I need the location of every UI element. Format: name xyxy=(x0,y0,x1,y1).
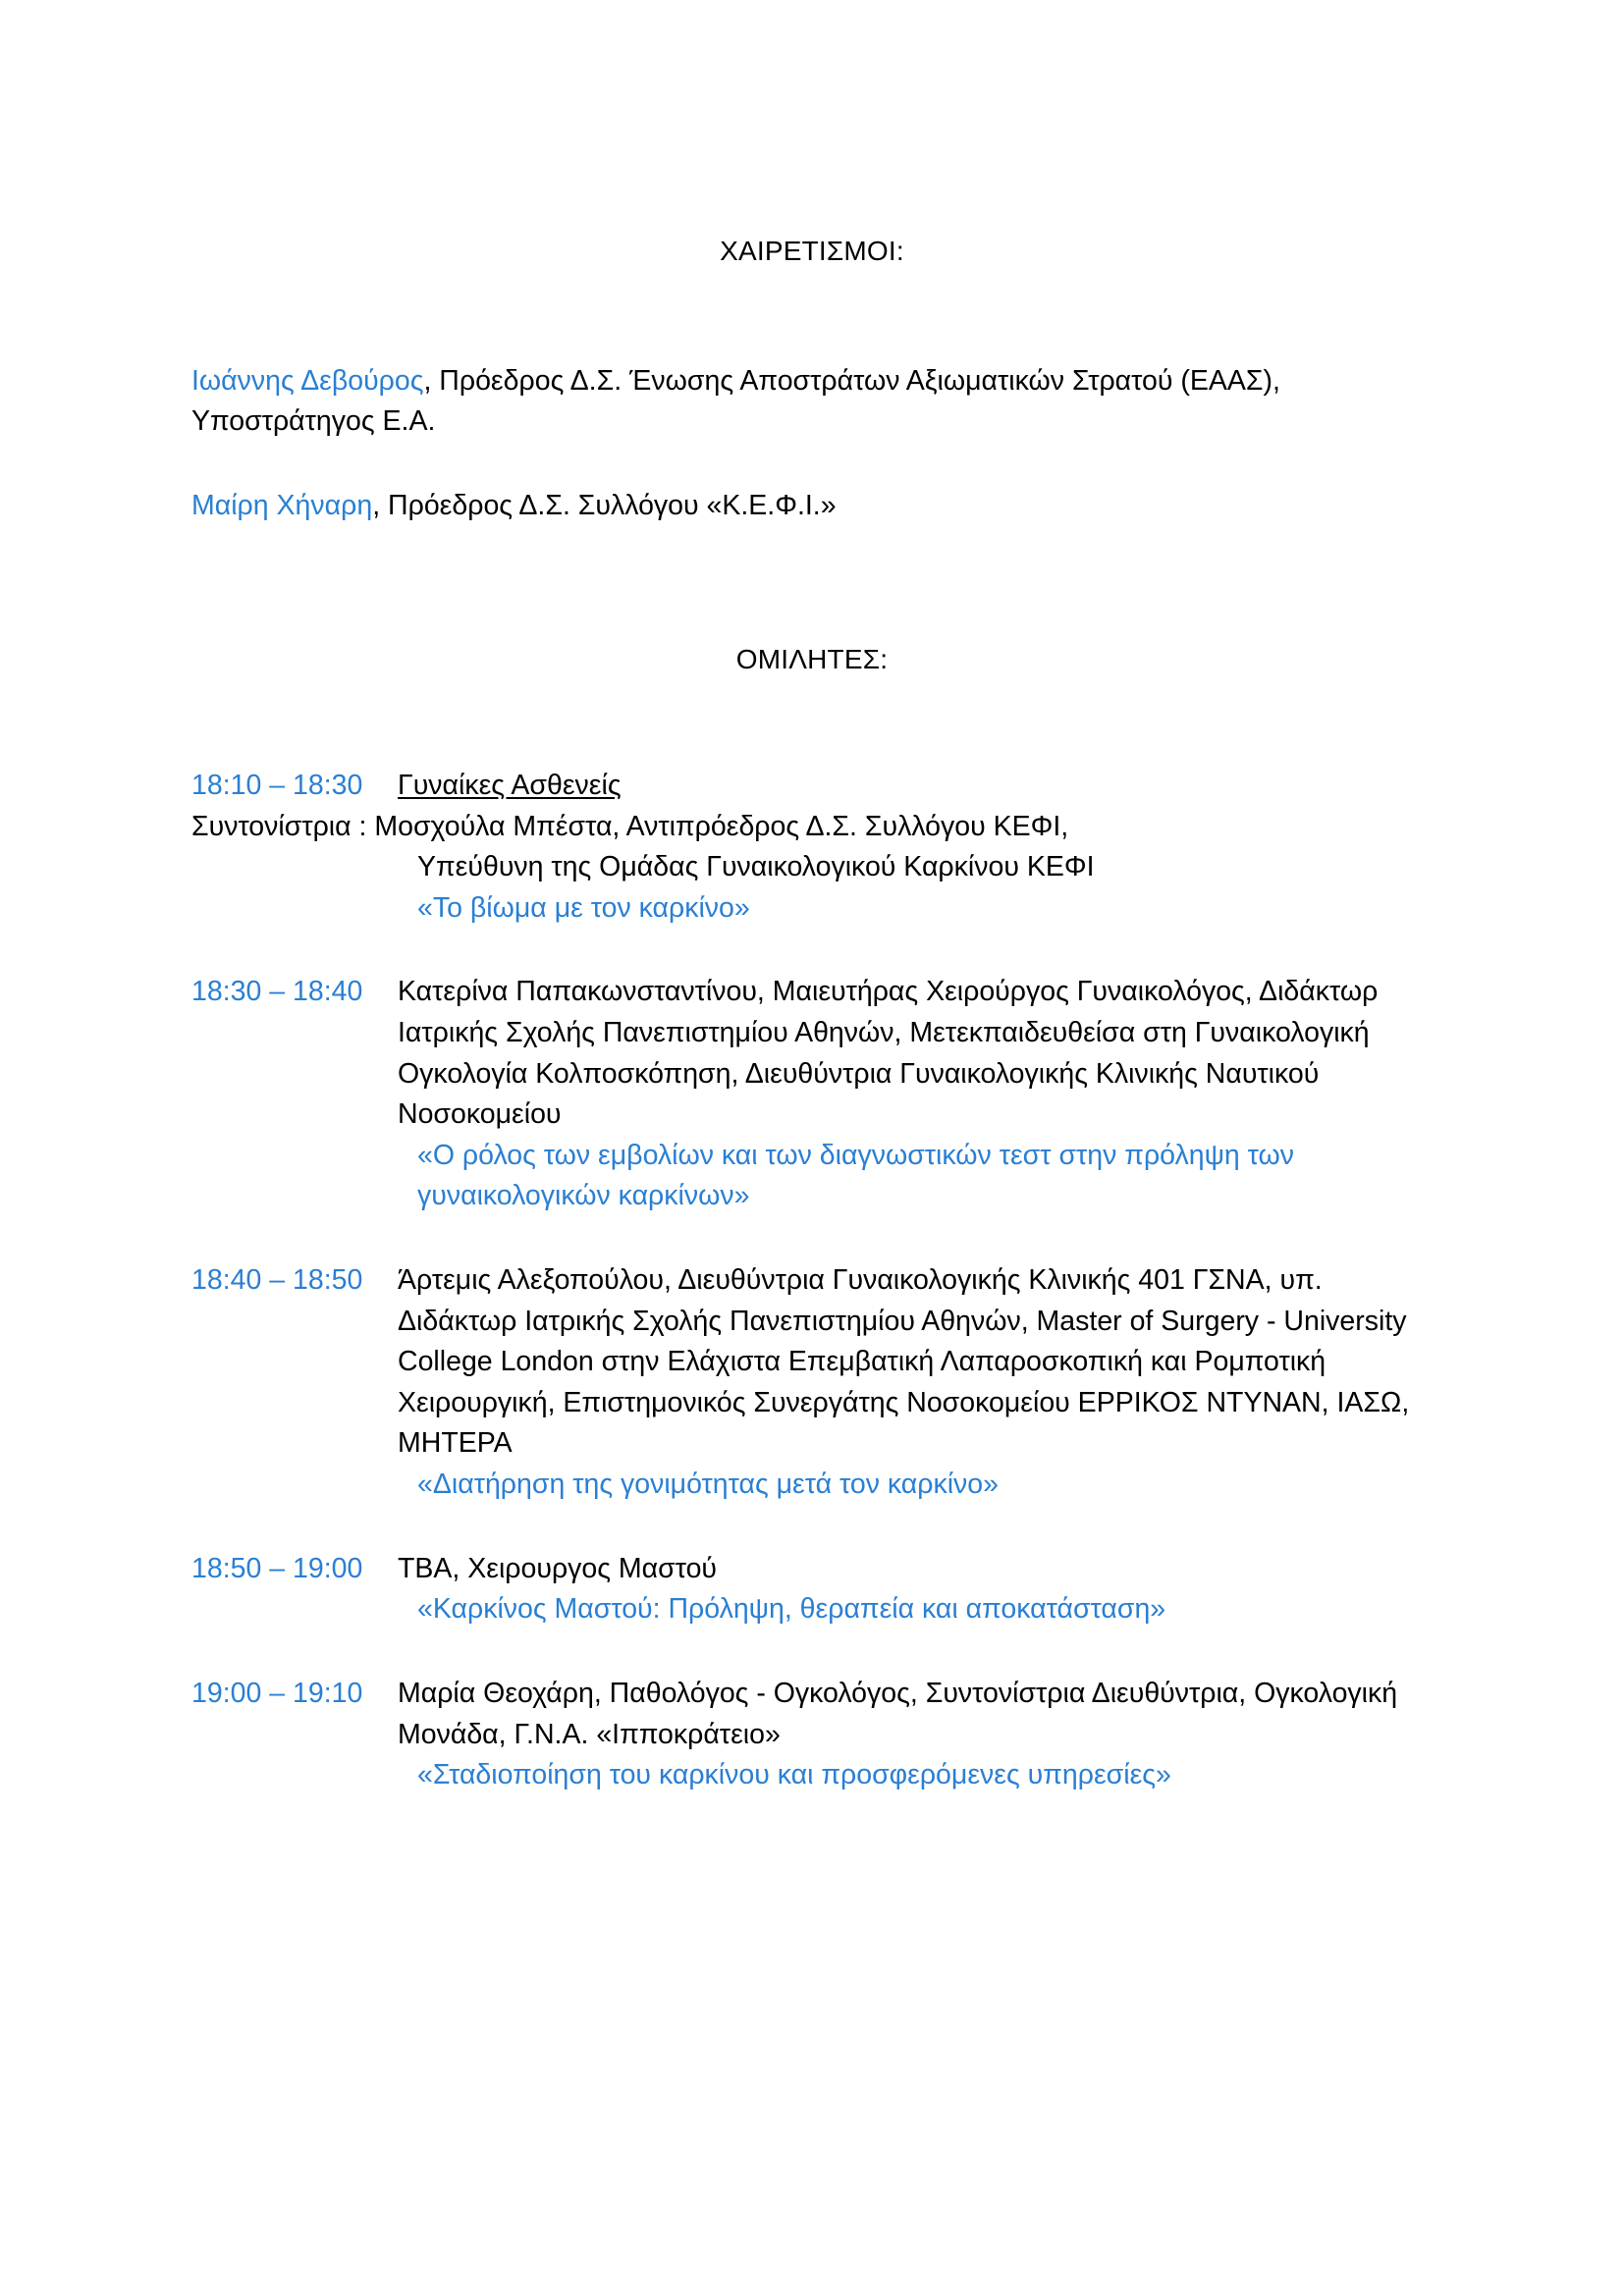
session-speaker-bio: Άρτεμις Αλεξοπούλου, Διευθύντρια Γυναικολογικής Κλινικής 401 ΓΣΝΑ, υπ. Διδάκτωρ Ιατρικής Σχολής Πανεπιστημίου Αθηνών, Master of Surgery - University College London στην Ελάχιστα Επεμβατική Λαπαροσκοπική και Ρομποτική Χειρουργική, Επιστημονικός Συνεργάτης Νοσοκομείου ΕΡΡΙΚΟΣ ΝΤΥΝΑΝ, ΙΑΣΩ, ΜΗΤΕΡΑ xyxy=(398,1264,1410,1460)
session-item xyxy=(191,972,1433,1217)
session-item xyxy=(191,766,1433,929)
session-time: 18:40 – 18:50 xyxy=(191,1264,363,1297)
session-time: 18:30 – 18:40 xyxy=(191,976,363,1008)
session-time: 18:10 – 18:30 xyxy=(191,769,363,801)
greeting-name: Μαίρη Χήναρη xyxy=(191,489,373,521)
session-item xyxy=(191,1549,1433,1630)
greeting-item xyxy=(191,361,1433,443)
session-talk-title: «Καρκίνος Μαστού: Πρόληψη, θεραπεία και αποκατάσταση» xyxy=(417,1593,1166,1626)
session-speaker-bio: TBA, Χειρουργος Μαστού xyxy=(398,1552,718,1584)
greetings-block xyxy=(191,361,1433,526)
session-moderator-line-2: Υπεύθυνη της Ομάδας Γυναικολογικού Καρκίνου ΚΕΦΙ xyxy=(417,851,1095,883)
session-talk-title: «Το βίωμα με τον καρκίνο» xyxy=(417,891,750,924)
session-item xyxy=(191,1260,1433,1506)
sessions-list xyxy=(191,766,1433,1796)
session-time: 19:00 – 19:10 xyxy=(191,1677,363,1709)
speakers-heading: ΟΜΙΛΗΤΕΣ: xyxy=(735,643,889,674)
greeting-item xyxy=(191,486,1433,526)
greeting-role: , Πρόεδρος Δ.Σ. Ένωσης Αποστράτων Αξιωματικών Στρατού (ΕΑΑΣ), Υποστράτηγος Ε.Α. xyxy=(191,365,1280,438)
greeting-role: , Πρόεδρος Δ.Σ. Συλλόγου «Κ.Ε.Φ.Ι.» xyxy=(372,489,837,521)
session-speaker-bio: Μαρία Θεοχάρη, Παθολόγος - Ογκολόγος, Συντονίστρια Διευθύντρια, Ογκολογική Μονάδα, Γ.Ν.Α. «Ιπποκράτειο» xyxy=(398,1677,1398,1750)
session-talk-title: «Ο ρόλος των εμβολίων και των διαγνωστικών τεστ στην πρόληψη των γυναικολογικών καρκίνων» xyxy=(417,1139,1295,1212)
greeting-name: Ιωάννης Δεβούρος xyxy=(191,365,424,397)
session-headline: Γυναίκες Ασθενείς xyxy=(398,769,622,801)
session-speaker-bio: Κατερίνα Παπακωνσταντίνου, Μαιευτήρας Χειρούργος Γυναικολόγος, Διδάκτωρ Ιατρικής Σχολής Πανεπιστημίου Αθηνών, Μετεκπαιδευθείσα στη Γυναικολογική Ογκολογία Κολποσκόπηση, Διευθύντρια Γυναικολογικής Κλινικής Ναυτικού Νοσοκομείου xyxy=(398,976,1379,1131)
session-talk-title: «Διατήρηση της γονιμότητας μετά τον καρκίνο» xyxy=(417,1468,1000,1501)
session-item xyxy=(191,1674,1433,1796)
session-time: 18:50 – 19:00 xyxy=(191,1552,363,1584)
greetings-heading: ΧΑΙΡΕΤΙΣΜΟΙ: xyxy=(720,236,904,266)
session-moderator-line-1: Συντονίστρια : Μοσχούλα Μπέστα, Αντιπρόεδρος Δ.Σ. Συλλόγου ΚΕΦΙ, xyxy=(191,810,1069,842)
session-talk-title: «Σταδιοποίηση του καρκίνου και προσφερόμενες υπηρεσίες» xyxy=(417,1759,1171,1791)
